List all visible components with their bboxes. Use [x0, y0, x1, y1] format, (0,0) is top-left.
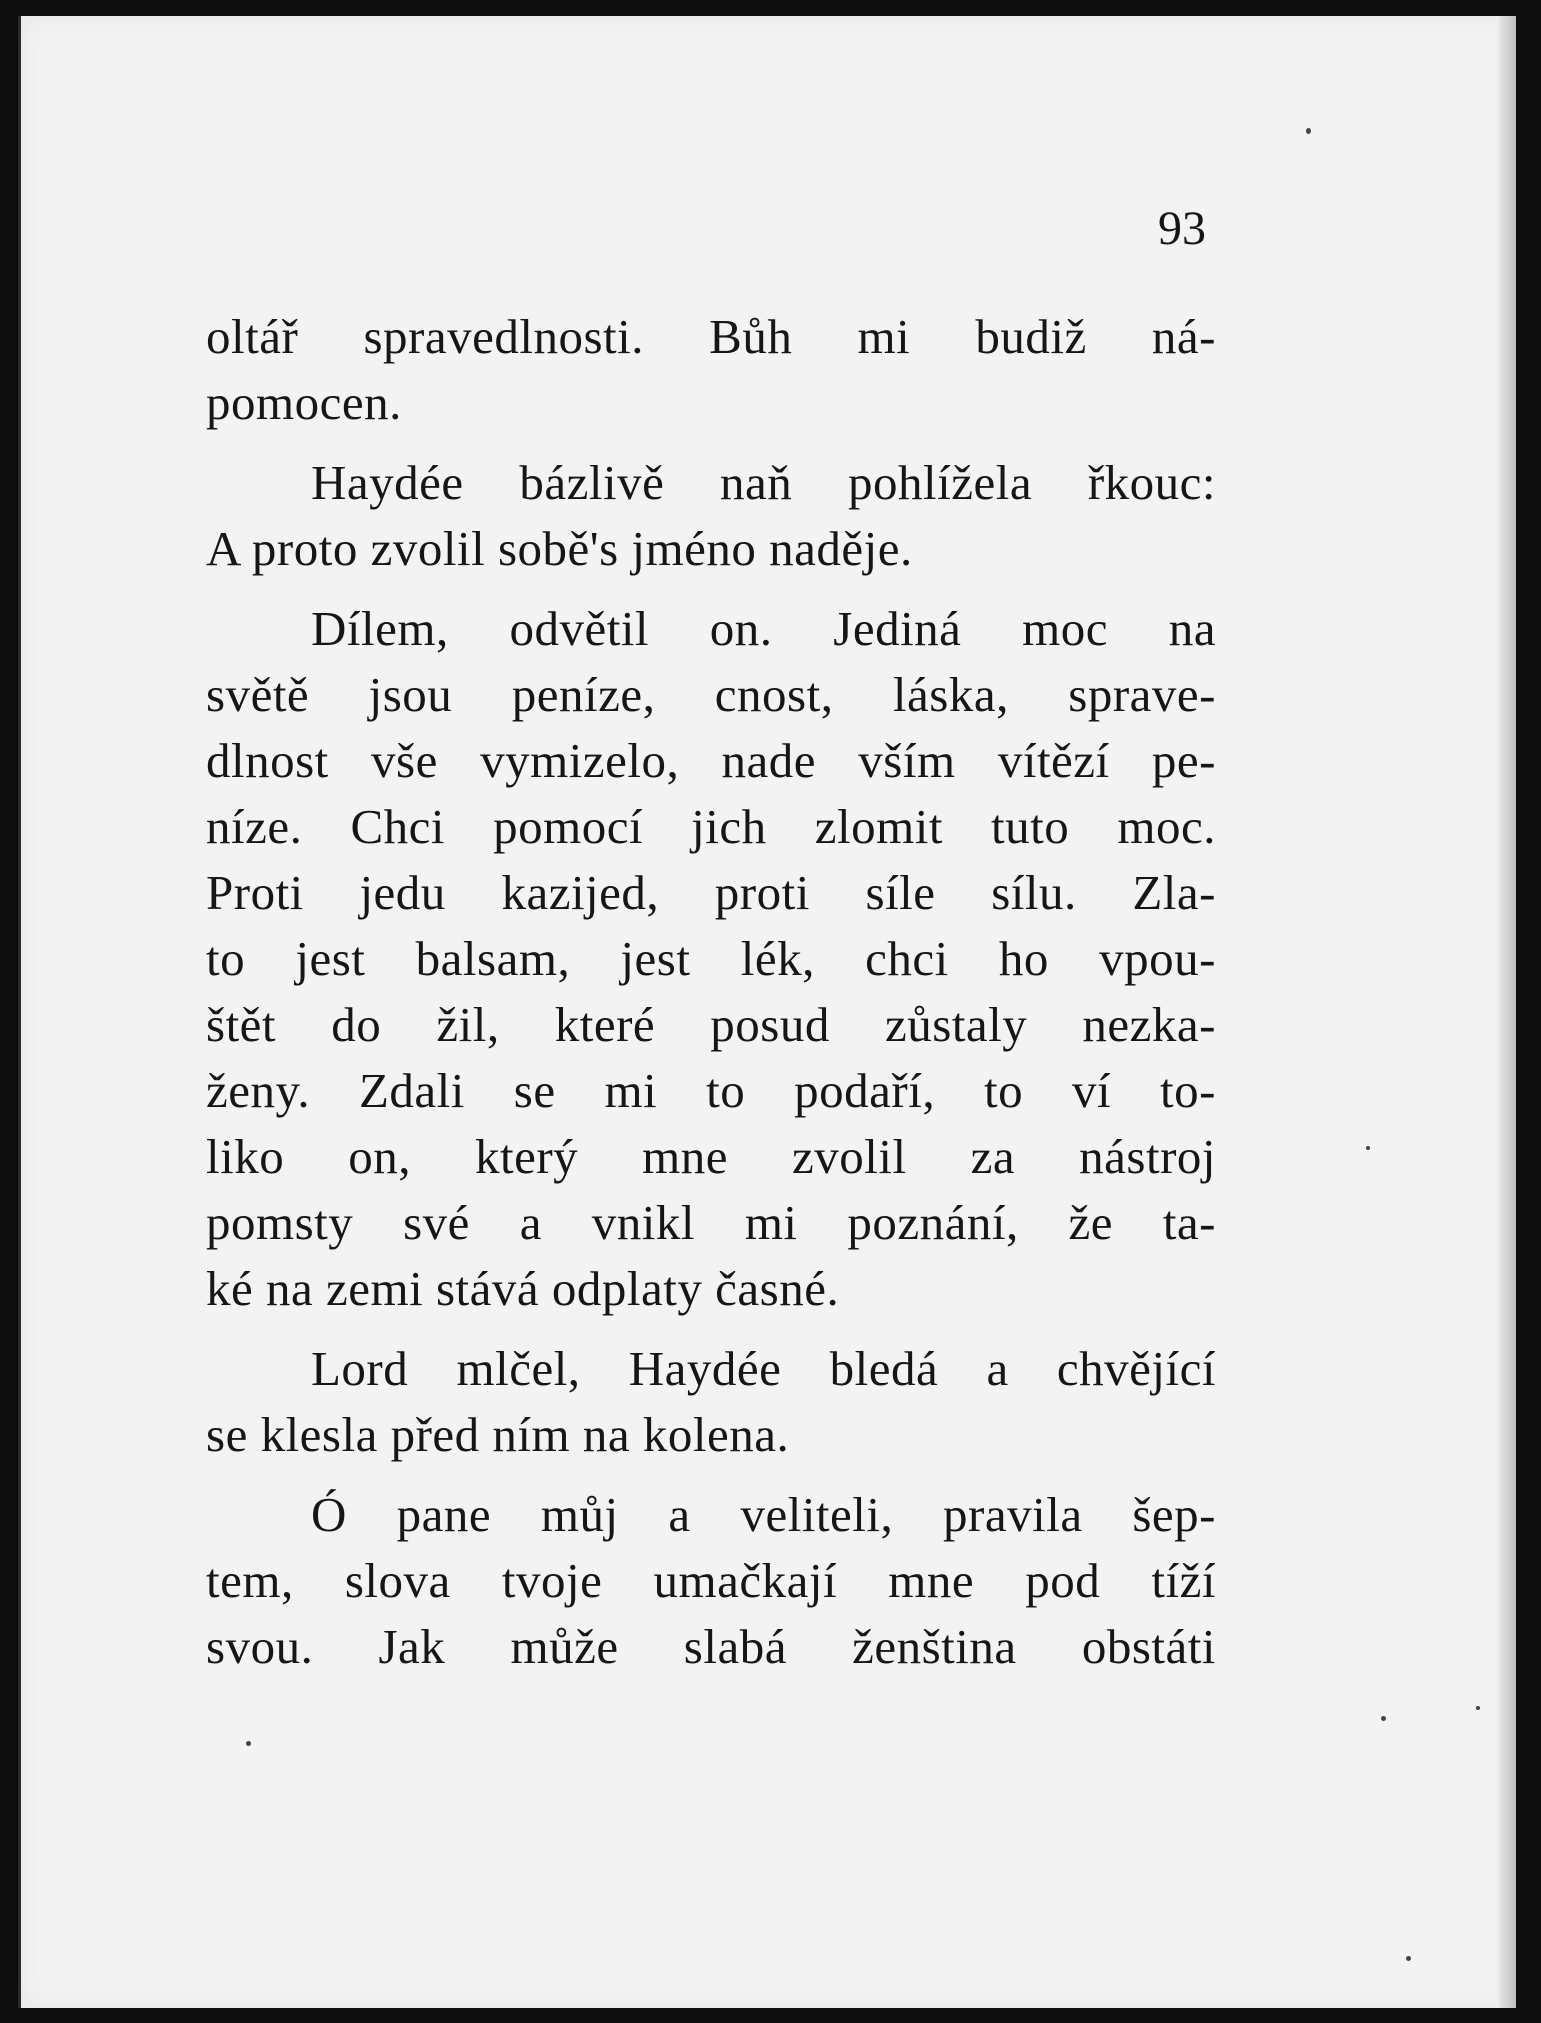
scan-speck [1406, 1956, 1411, 1961]
book-page [18, 16, 1516, 2008]
paragraph [206, 1336, 1216, 1468]
text-line: pomsty své a vnikl mi poznání, že ta- [206, 1195, 1216, 1250]
text-line: to jest balsam, jest lék, chci ho vpou- [206, 931, 1216, 986]
text-line: Haydée bázlivě naň pohlížela řkouc: [311, 455, 1216, 510]
scan-speck [1306, 128, 1311, 134]
paragraph [206, 304, 1216, 436]
page-edge-shadow [1496, 16, 1516, 2008]
text-line: Ó pane můj a veliteli, pravila šep- [311, 1487, 1216, 1542]
text-line: štět do žil, které posud zůstaly nezka- [206, 997, 1216, 1052]
text-line: níze. Chci pomocí jich zlomit tuto moc. [206, 799, 1216, 854]
paragraph [206, 596, 1216, 1322]
text-line: ké na zemi stává odplaty časné. [206, 1261, 840, 1316]
body-text [206, 304, 1216, 1694]
text-line: oltář spravedlnosti. Bůh mi budiž ná- [206, 309, 1216, 364]
text-line: svou. Jak může slabá ženština obstáti [206, 1619, 1216, 1674]
paragraph [206, 450, 1216, 582]
text-line: se klesla před ním na kolena. [206, 1407, 790, 1462]
text-line: ženy. Zdali se mi to podaří, to ví to- [206, 1063, 1216, 1118]
text-line: A proto zvolil sobě's jméno naděje. [206, 521, 913, 576]
text-line: Lord mlčel, Haydée bledá a chvějící [311, 1341, 1216, 1396]
paragraph [206, 1482, 1216, 1680]
scan-speck [1366, 1146, 1370, 1150]
page-number: 93 [1158, 202, 1206, 255]
text-line: dlnost vše vymizelo, nade vším vítězí pe- [206, 733, 1216, 788]
scan-speck [246, 1741, 251, 1746]
text-line: světě jsou peníze, cnost, láska, sprave- [206, 667, 1216, 722]
text-line: liko on, který mne zvolil za nástroj [206, 1129, 1216, 1184]
text-line: tem, slova tvoje umačkají mne pod tíží [206, 1553, 1216, 1608]
text-line: pomocen. [206, 375, 402, 430]
text-line: Dílem, odvětil on. Jediná moc na [311, 601, 1216, 656]
scan-speck [1381, 1716, 1386, 1721]
scan-speck [1476, 1706, 1480, 1710]
text-line: Proti jedu kazijed, proti síle sílu. Zla- [206, 865, 1216, 920]
